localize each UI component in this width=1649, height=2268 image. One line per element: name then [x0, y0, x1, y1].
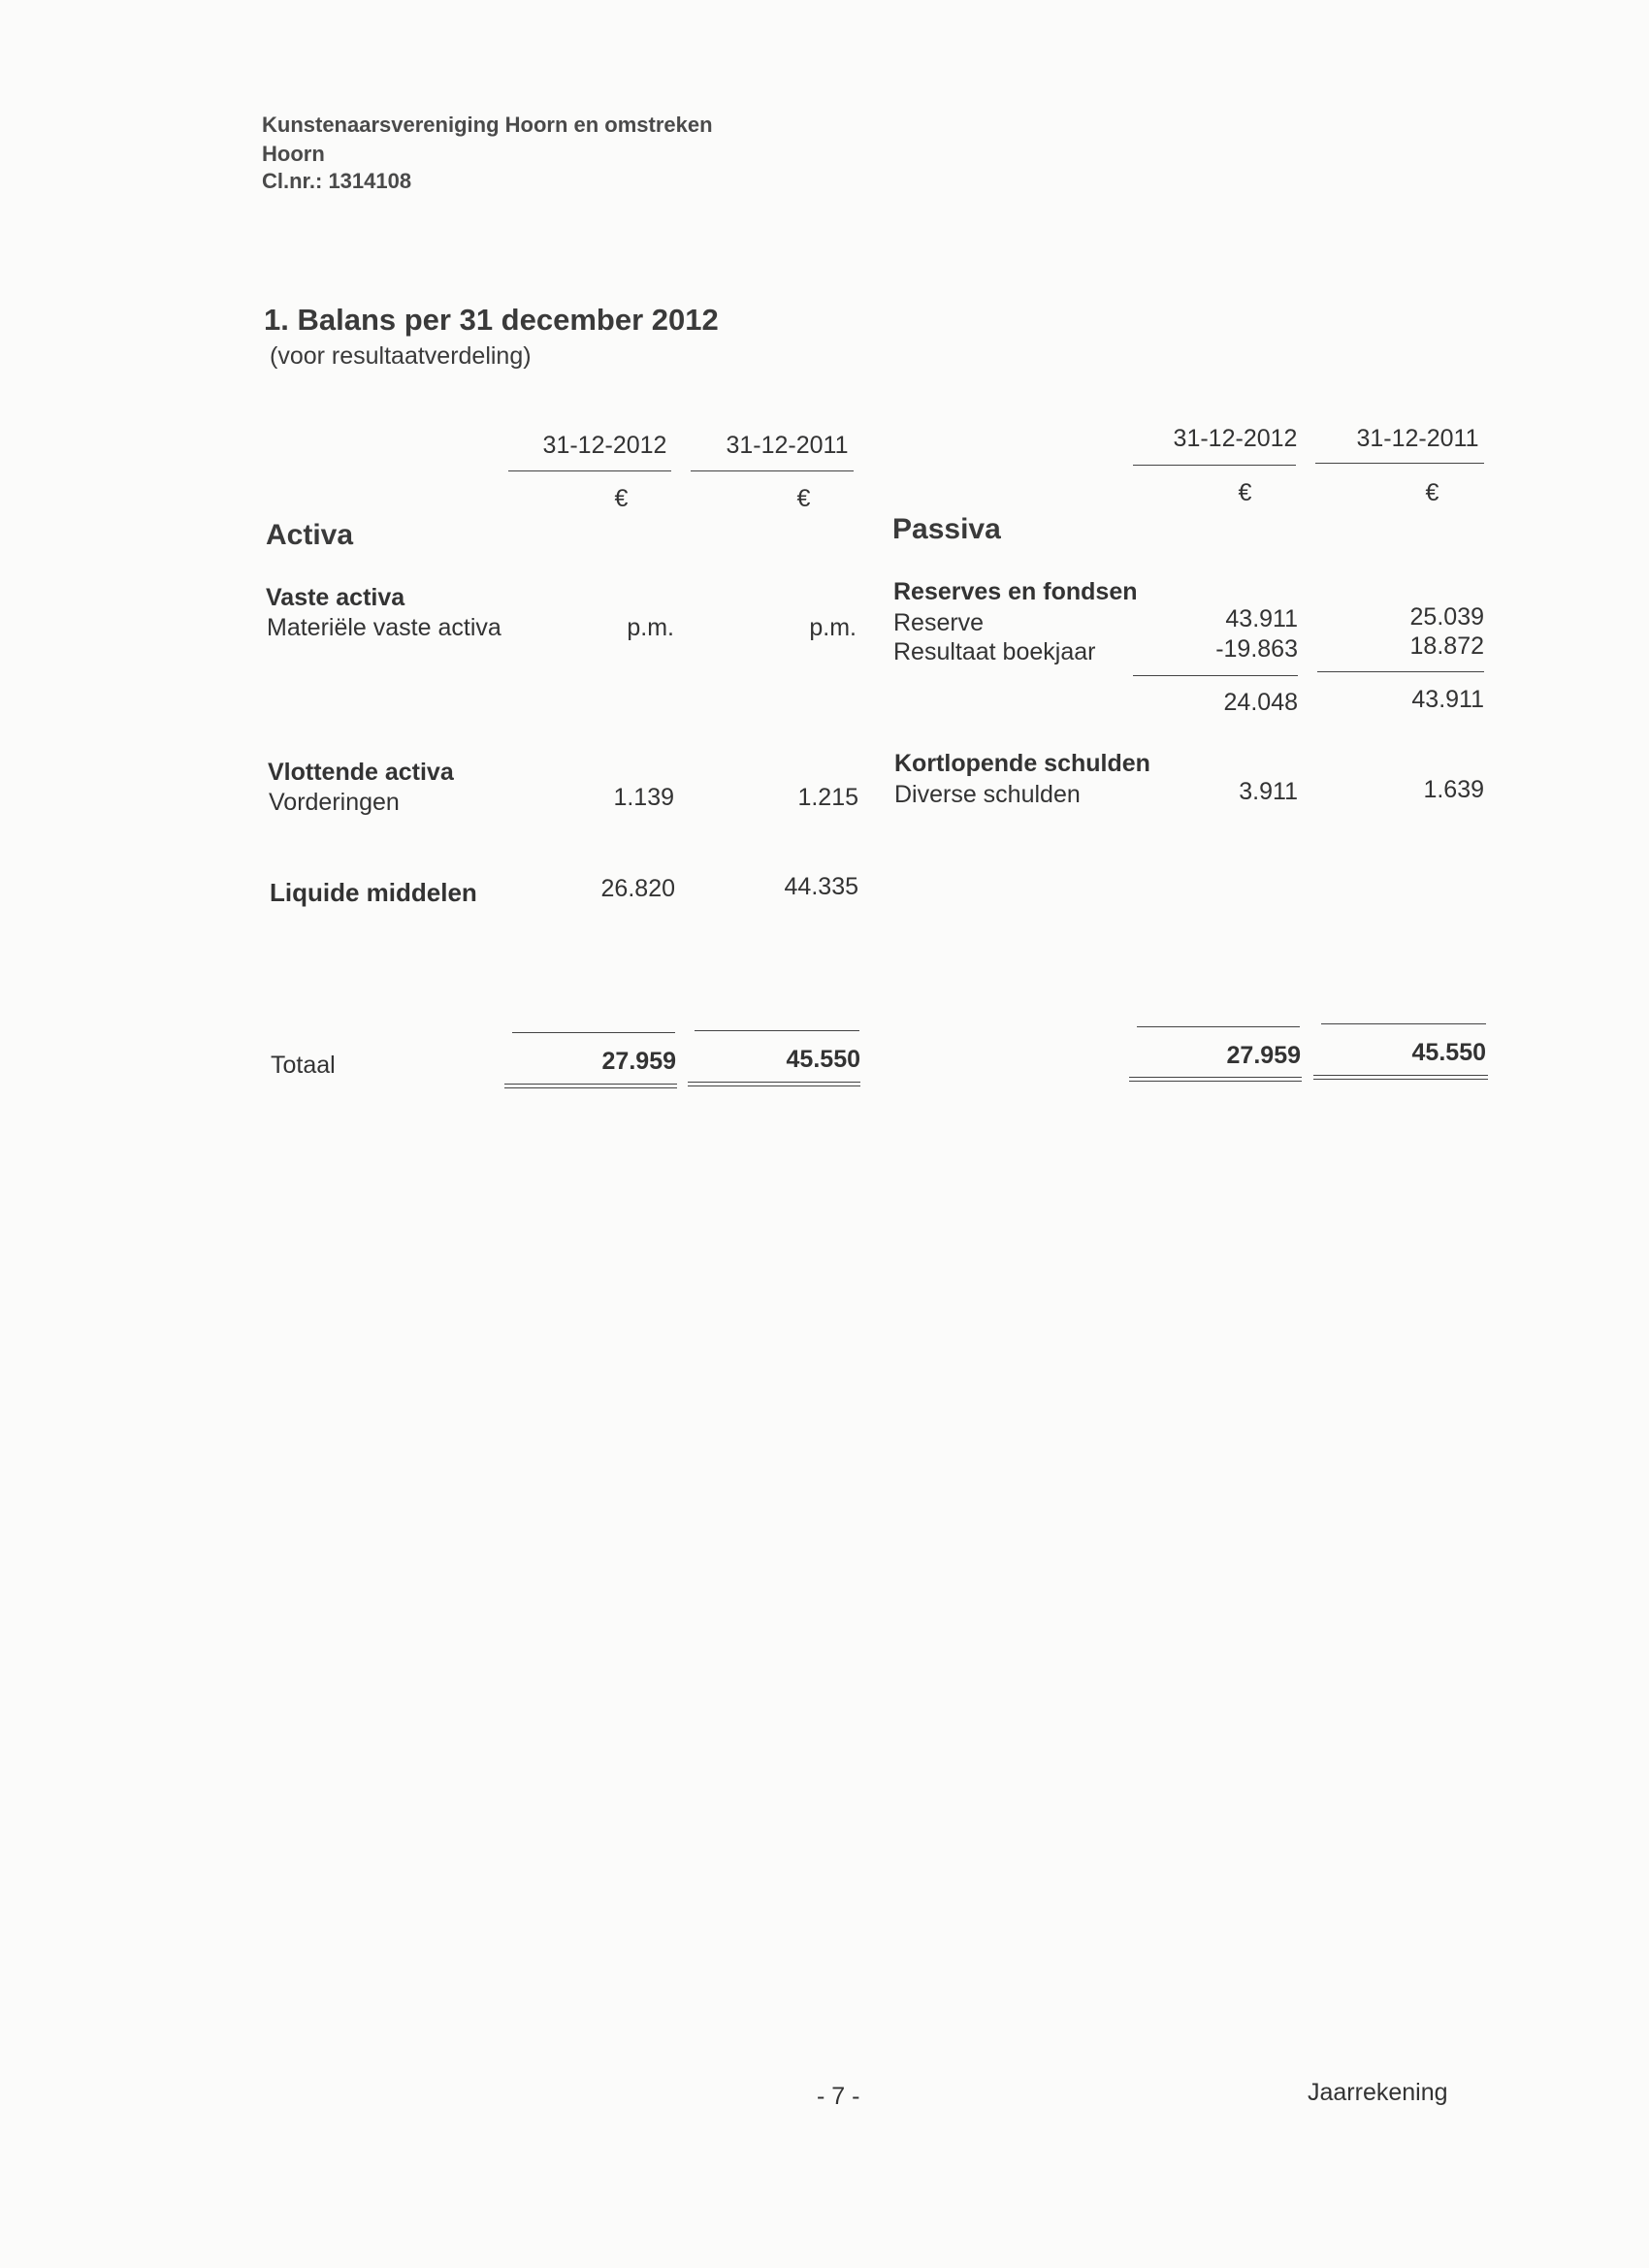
- reserve-current: 43.911: [1225, 605, 1298, 632]
- document-name: Jaarrekening: [1308, 2079, 1448, 2106]
- passiva-totaal-previous: 45.550: [1411, 1039, 1486, 1066]
- liquide-middelen-previous: 44.335: [784, 873, 858, 900]
- reserve-label: Reserve: [893, 609, 985, 636]
- organization-name: Kunstenaarsvereniging Hoorn en omstreken: [262, 113, 713, 137]
- passiva-currency-current: €: [1238, 479, 1252, 506]
- materiele-vaste-activa-label: Materiële vaste activa: [267, 614, 501, 641]
- diverse-schulden-previous: 1.639: [1423, 776, 1484, 803]
- page-number: - 7 -: [817, 2083, 860, 2110]
- page-title: 1. Balans per 31 december 2012: [264, 303, 719, 337]
- kortlopende-schulden-heading: Kortlopende schulden: [894, 750, 1150, 777]
- passiva-total-rule-previous: [1321, 1023, 1486, 1024]
- vorderingen-current: 1.139: [613, 784, 674, 811]
- organization-city: Hoorn: [262, 142, 325, 166]
- page-subtitle: (voor resultaatverdeling): [270, 342, 532, 370]
- reserve-previous: 25.039: [1409, 603, 1484, 631]
- passiva-total-rule-current: [1137, 1026, 1300, 1027]
- liquide-middelen-current: 26.820: [600, 875, 675, 902]
- diverse-schulden-label: Diverse schulden: [894, 781, 1081, 808]
- liquide-middelen-label: Liquide middelen: [270, 878, 477, 907]
- activa-totaal-current: 27.959: [601, 1048, 676, 1075]
- activa-date-previous: 31-12-2011: [726, 432, 849, 459]
- passiva-date-current: 31-12-2012: [1173, 425, 1298, 452]
- reserves-subtotal-current: 24.048: [1223, 689, 1298, 716]
- passiva-currency-previous: €: [1425, 479, 1439, 506]
- resultaat-boekjaar-label: Resultaat boekjaar: [893, 638, 1096, 665]
- vlottende-activa-heading: Vlottende activa: [268, 759, 454, 786]
- activa-total-double-rule-current: [504, 1084, 677, 1088]
- materiele-vaste-activa-previous: p.m.: [809, 614, 857, 641]
- activa-currency-previous: €: [796, 485, 811, 512]
- client-number: Cl.nr.: 1314108: [262, 169, 412, 193]
- vaste-activa-heading: Vaste activa: [266, 584, 405, 611]
- reserves-subtotal-rule-previous: [1317, 671, 1484, 672]
- activa-header-rule-previous: [691, 470, 854, 471]
- reserves-subtotal-previous: 43.911: [1411, 686, 1484, 713]
- materiele-vaste-activa-current: p.m.: [627, 614, 674, 641]
- reserves-subtotal-rule-current: [1133, 675, 1298, 676]
- passiva-header-rule-previous: [1315, 463, 1484, 464]
- activa-total-rule-previous: [695, 1030, 859, 1031]
- passiva-total-double-rule-previous: [1313, 1075, 1488, 1080]
- vorderingen-label: Vorderingen: [269, 789, 400, 816]
- totaal-label: Totaal: [271, 1052, 336, 1079]
- activa-heading: Activa: [266, 519, 354, 551]
- passiva-header-rule-current: [1133, 465, 1296, 466]
- activa-header-rule-current: [508, 470, 671, 471]
- diverse-schulden-current: 3.911: [1239, 778, 1298, 805]
- resultaat-boekjaar-current: -19.863: [1215, 635, 1298, 663]
- activa-totaal-previous: 45.550: [786, 1046, 860, 1073]
- activa-total-double-rule-previous: [688, 1082, 860, 1086]
- passiva-date-previous: 31-12-2011: [1356, 425, 1479, 452]
- vorderingen-previous: 1.215: [797, 784, 858, 811]
- reserves-heading: Reserves en fondsen: [893, 578, 1138, 605]
- passiva-total-double-rule-current: [1129, 1077, 1302, 1082]
- resultaat-boekjaar-previous: 18.872: [1409, 632, 1484, 660]
- activa-date-current: 31-12-2012: [542, 432, 667, 459]
- activa-currency-current: €: [614, 485, 629, 512]
- passiva-heading: Passiva: [892, 513, 1001, 545]
- passiva-totaal-current: 27.959: [1226, 1042, 1301, 1069]
- activa-total-rule-current: [512, 1032, 675, 1033]
